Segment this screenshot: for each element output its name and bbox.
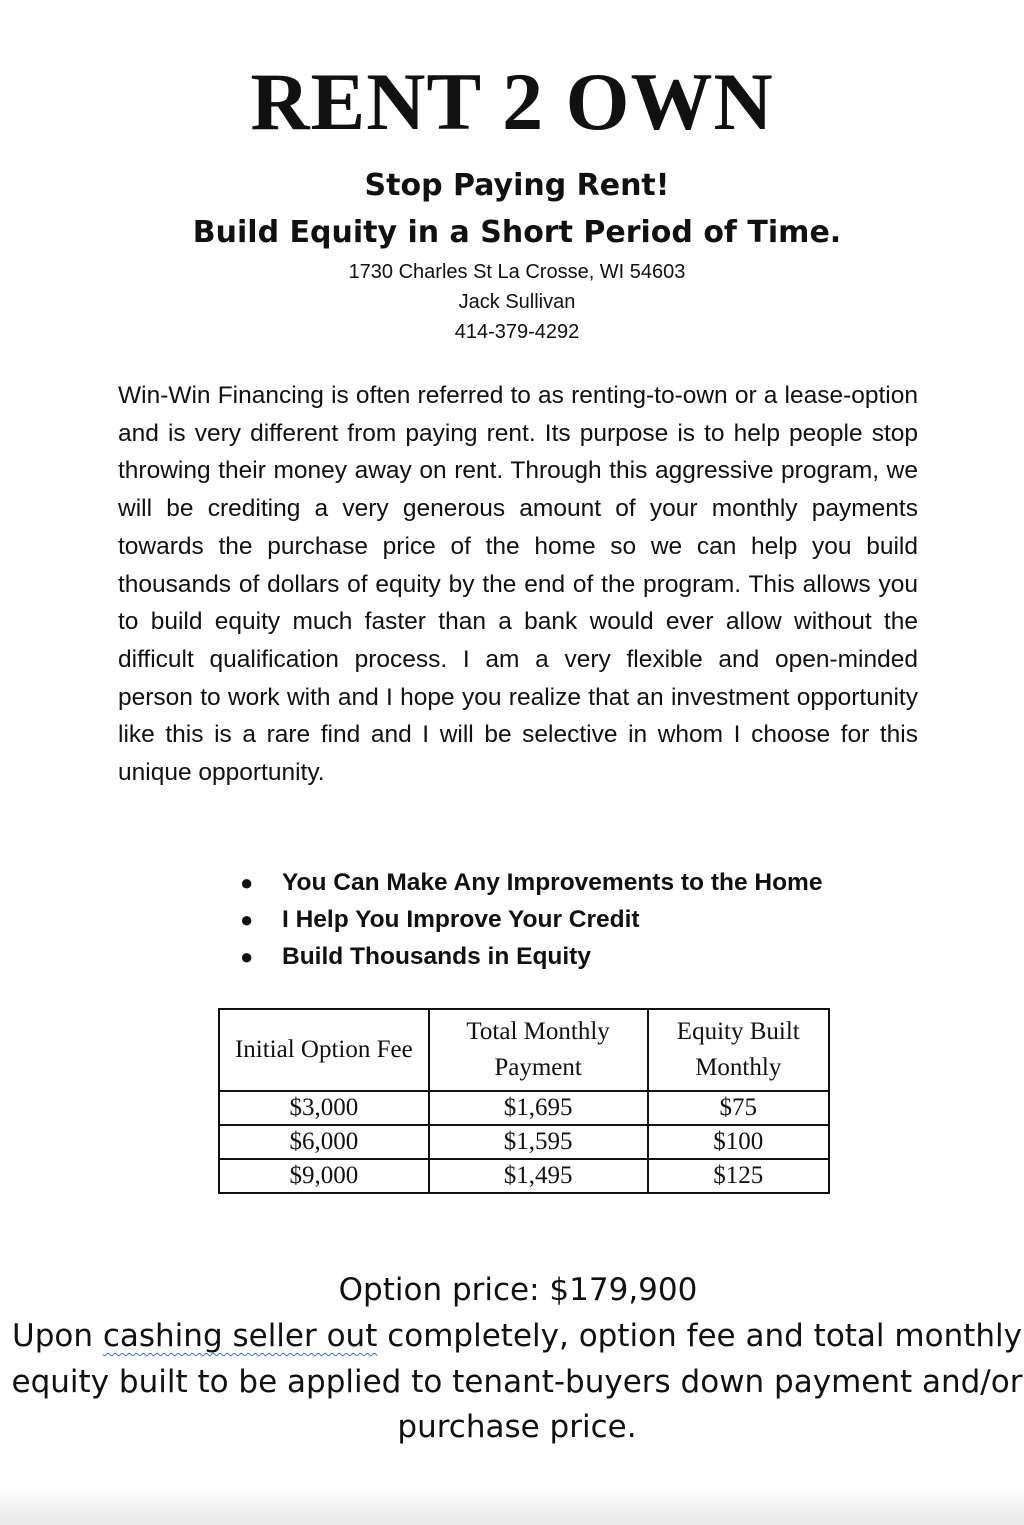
- list-item: [240, 901, 822, 938]
- header-equity-built-monthly: Equity Built Monthly: [648, 1009, 829, 1091]
- feature-text: Build Thousands in Equity: [282, 943, 591, 970]
- cell-monthly-payment: $1,595: [429, 1125, 648, 1159]
- cell-monthly-payment: $1,695: [429, 1091, 648, 1125]
- subtitle-line-1: Stop Paying Rent!: [364, 168, 670, 203]
- table-row: [219, 1159, 829, 1193]
- list-item: [240, 938, 822, 975]
- spellcheck-underlined-text: cashing seller out: [102, 1318, 378, 1354]
- cell-option-fee: $9,000: [219, 1159, 429, 1193]
- feature-list: [240, 864, 822, 975]
- bullet-icon: ●: [240, 944, 254, 969]
- cell-option-fee: $6,000: [219, 1125, 429, 1159]
- terms-note-prefix: Upon: [12, 1318, 103, 1354]
- table-header-row: [219, 1009, 829, 1091]
- feature-text: I Help You Improve Your Credit: [282, 906, 640, 933]
- contact-name: Jack Sullivan: [458, 291, 576, 313]
- bullet-icon: ●: [240, 870, 254, 895]
- terms-note-suffix: completely, option fee and total monthly equity built to be applied to tenant-buyers down payment and/or purchase price.: [11, 1318, 1023, 1445]
- header-initial-option-fee: Initial Option Fee: [219, 1009, 429, 1091]
- cell-equity-built: $100: [648, 1125, 829, 1159]
- page-title: RENT 2 OWN: [250, 56, 774, 147]
- option-price: Option price: $179,900: [338, 1272, 698, 1308]
- contact-phone: 414-379-4292: [454, 321, 580, 343]
- contact-address: 1730 Charles St La Crosse, WI 54603: [348, 261, 686, 283]
- pricing-table: [218, 1008, 830, 1194]
- terms-note: [0, 1314, 1024, 1451]
- header-total-monthly-payment: Total Monthly Payment: [429, 1009, 648, 1091]
- cell-equity-built: $75: [648, 1091, 829, 1125]
- bullet-icon: ●: [240, 907, 254, 932]
- table-row: [219, 1091, 829, 1125]
- cell-option-fee: $3,000: [219, 1091, 429, 1125]
- feature-text: You Can Make Any Improvements to the Home: [282, 869, 823, 896]
- list-item: [240, 864, 822, 901]
- table-row: [219, 1125, 829, 1159]
- cell-equity-built: $125: [648, 1159, 829, 1193]
- page-bottom-shadow: [0, 1485, 1024, 1525]
- cell-monthly-payment: $1,495: [429, 1159, 648, 1193]
- subtitle-line-2: Build Equity in a Short Period of Time.: [192, 215, 842, 250]
- description-paragraph: Win-Win Financing is often referred to as renting-to-own or a lease-option and is very different from paying rent. Its purpose is to help people stop throwing their money away on rent. Through this aggressive program, we will be crediting a very generous amount of your monthly payments towards the purchase price of the home so we can help you build thousands of dollars of equity by the end of the program. This allows you to build equity much faster than a bank would ever allow without the difficult qualification process. I am a very flexible and open-minded person to work with and I hope you realize that an investment opportunity like this is a rare find and I will be selective in whom I choose for this unique opportunity.: [118, 382, 918, 787]
